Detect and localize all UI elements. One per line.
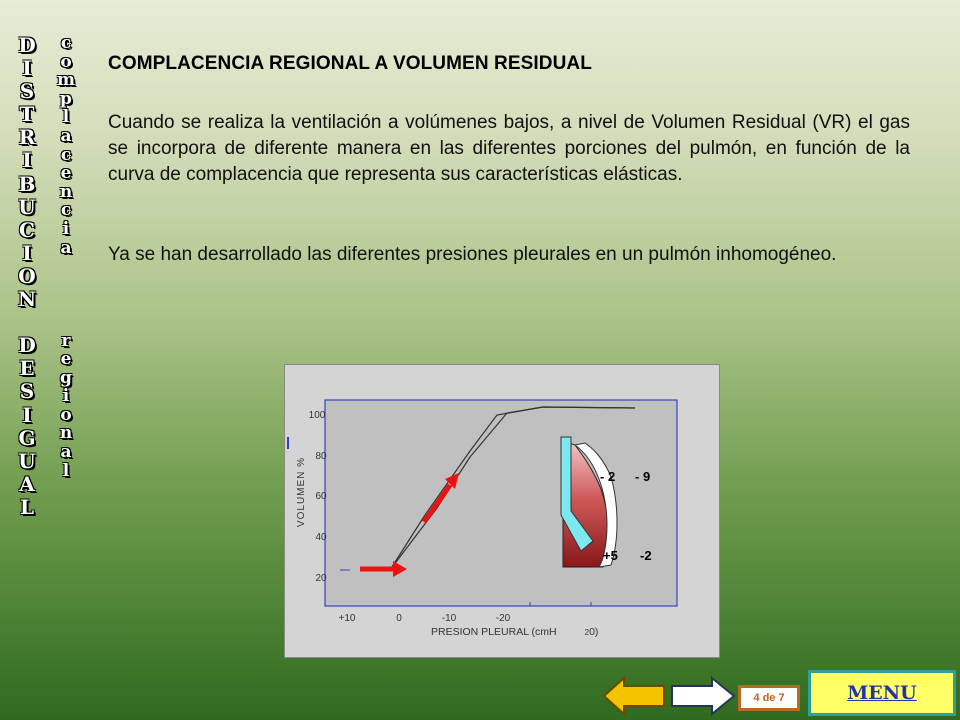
- next-slide-button[interactable]: [670, 676, 736, 716]
- vertical-letter: o: [60, 404, 72, 425]
- vertical-letter: l: [62, 460, 70, 481]
- vertical-letter: n: [59, 423, 73, 444]
- previous-slide-button[interactable]: [602, 676, 666, 716]
- pleural-pressure-bottom-right: -2: [640, 548, 652, 563]
- vertical-title-distribucion-desigual: [13, 34, 41, 519]
- vertical-letter: L: [19, 494, 35, 519]
- vertical-letter: R: [18, 125, 36, 150]
- vertical-letter: a: [60, 125, 72, 146]
- compliance-curve-diagram: [285, 365, 719, 657]
- vertical-letter: I: [22, 402, 32, 427]
- vertical-letter: c: [60, 33, 72, 53]
- arrow-left-icon: [604, 678, 664, 714]
- vertical-letter: c: [60, 200, 72, 221]
- pleural-pressure-top-left: - 2: [600, 469, 616, 484]
- vertical-letter: A: [19, 471, 35, 496]
- vertical-letter: G: [18, 425, 36, 450]
- vertical-letter: o: [60, 51, 72, 72]
- vertical-letter: a: [60, 237, 72, 258]
- vertical-letter: i: [62, 218, 70, 239]
- x-tick-label: 0: [396, 613, 402, 624]
- vertical-letter: r: [61, 330, 71, 351]
- compliance-figure: [284, 364, 720, 658]
- y-tick-label: 80: [315, 451, 327, 462]
- x-tick-label: -10: [441, 613, 457, 624]
- x-tick-label: +10: [338, 613, 356, 624]
- vertical-letter: m: [57, 70, 75, 91]
- vertical-letter: S: [19, 79, 35, 104]
- vertical-letter: E: [19, 356, 35, 381]
- vertical-letter: C: [19, 217, 35, 242]
- vertical-letter: e: [60, 349, 72, 370]
- vertical-letter: U: [18, 194, 36, 219]
- y-axis-label: VOLUMEN %: [296, 456, 307, 528]
- x-tick-label: -20: [495, 613, 511, 624]
- vertical-letter: l: [62, 107, 70, 128]
- page-heading: COMPLACENCIA REGIONAL A VOLUMEN RESIDUAL: [108, 53, 592, 74]
- vertical-letter: p: [60, 88, 72, 109]
- vertical-letter: i: [62, 386, 70, 407]
- pleural-pressure-bottom-left: +5: [603, 548, 618, 563]
- vertical-title-complacencia-regional: [54, 34, 78, 480]
- vertical-letter: N: [17, 287, 37, 312]
- vertical-letter: a: [60, 442, 72, 463]
- vertical-letter: U: [18, 448, 36, 473]
- vertical-letter: D: [18, 33, 36, 57]
- vertical-letter: B: [18, 171, 36, 196]
- page-counter: 4 de 7: [738, 685, 800, 711]
- vertical-letter: I: [22, 240, 32, 265]
- vertical-letter: [63, 313, 69, 332]
- vertical-letter: e: [60, 163, 72, 184]
- vertical-letter: c: [60, 144, 72, 165]
- y-tick-label: 20: [315, 573, 327, 584]
- vertical-letter: [63, 276, 69, 295]
- vertical-letter: [24, 311, 31, 334]
- x-axis-label: PRESION PLEURAL (cmH 20): [431, 626, 599, 638]
- vertical-letter: S: [19, 379, 35, 404]
- menu-button[interactable]: MENU: [808, 670, 956, 716]
- vertical-letter: D: [18, 333, 36, 358]
- plot-area: [325, 400, 677, 606]
- vertical-letter: n: [59, 181, 73, 202]
- vertical-letter: T: [19, 102, 35, 127]
- y-tick-label: 60: [315, 491, 327, 502]
- pleural-pressure-top-right: - 9: [635, 469, 651, 484]
- vertical-letter: O: [18, 263, 36, 288]
- y-tick-label: 40: [315, 532, 327, 543]
- vertical-letter: g: [60, 367, 72, 388]
- y-tick-label: 100: [308, 410, 326, 421]
- arrow-right-icon: [672, 678, 734, 714]
- paragraph-pleural: Ya se han desarrollado las diferentes presiones pleurales en un pulmón inhomogéneo.: [108, 244, 837, 265]
- vertical-letter: [63, 257, 69, 276]
- vertical-letter: I: [22, 148, 32, 173]
- paragraph-intro: Cuando se realiza la ventilación a volúmenes bajos, a nivel de Volumen Residual (VR) el gas se incorpora de diferente manera en las diferentes porciones del pulmón, en función de la curva de complacencia que representa sus características elásticas.: [108, 112, 910, 185]
- vertical-letter: [63, 294, 69, 313]
- vertical-letter: I: [22, 56, 32, 81]
